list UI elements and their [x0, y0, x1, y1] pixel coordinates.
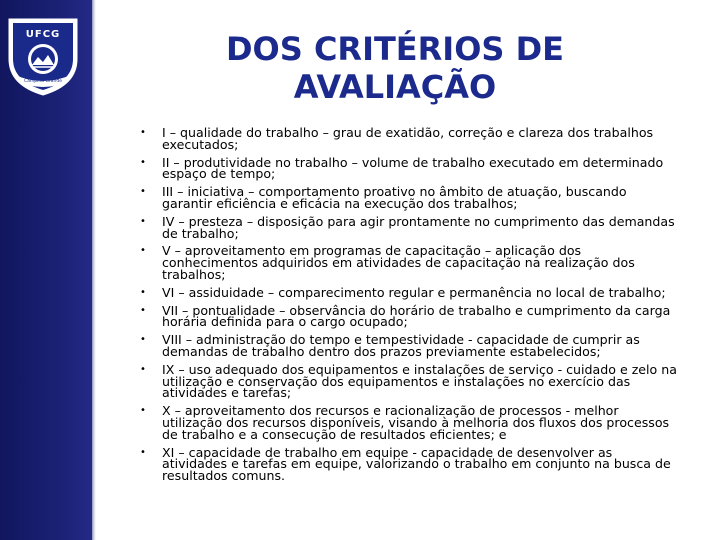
- bullet-icon: •: [140, 304, 146, 316]
- bullet-icon: •: [140, 446, 146, 458]
- criteria-item-text: X – aproveitamento dos recursos e racionalização de processos - melhor utilização dos recursos disponíveis, visando à melhoria dos fluxos dos processos de trabalho e a consecução de resultados eficientes; e: [162, 403, 670, 442]
- bullet-icon: •: [140, 156, 146, 168]
- bullet-icon: •: [140, 405, 146, 417]
- page-title-line-2: AVALIAÇÃO: [293, 68, 497, 106]
- criteria-item-text: I – qualidade do trabalho – grau de exatidão, correção e clareza dos trabalhos executados;: [162, 125, 654, 152]
- sidebar-band: [0, 0, 92, 540]
- criteria-item-text: XI – capacidade de trabalho em equipe - capacidade de desenvolver as atividades e tarefas em equipe, valorizando o trabalho em conjunto na busca de resultados comuns.: [162, 444, 671, 484]
- criteria-item: [140, 245, 680, 280]
- bullet-icon: •: [140, 186, 146, 198]
- logo-band-text: Campina Grande: [23, 79, 63, 84]
- bullet-icon: •: [140, 245, 146, 257]
- criteria-item-text: III – iniciativa – comportamento proativo no âmbito de atuação, buscando garantir eficiência e eficácia na execução dos trabalhos;: [162, 184, 627, 211]
- criteria-item: [140, 186, 680, 210]
- bullet-icon: •: [140, 215, 146, 227]
- criteria-item-text: V – aproveitamento em programas de capacitação – aplicação dos conhecimentos adquiridos em atividades de capacitação na realização dos trabalhos;: [162, 243, 635, 282]
- criteria-item: [140, 284, 680, 300]
- criteria-item: [140, 154, 680, 182]
- criteria-item-text: VI – assiduidade – comparecimento regular e permanência no local de trabalho;: [162, 284, 666, 300]
- sidebar-edge: [92, 0, 96, 540]
- bullet-icon: •: [140, 127, 146, 138]
- logo-top-text: UFCG: [25, 29, 61, 40]
- bullet-icon: •: [140, 363, 146, 375]
- criteria-item-text: II – produtividade no trabalho – volume de trabalho executado em determinado espaço de tempo;: [162, 154, 664, 182]
- bullet-icon: •: [140, 286, 146, 298]
- criteria-item-text: VIII – administração do tempo e tempestividade - capacidade de cumprir as demandas de trabalho dentro dos prazos previamente estabelecidos;: [162, 332, 640, 359]
- bullet-icon: •: [140, 334, 146, 346]
- criteria-item: [140, 302, 680, 330]
- criteria-item: [140, 361, 680, 401]
- criteria-list: [140, 127, 680, 488]
- page-title: [180, 30, 610, 106]
- criteria-item: [140, 444, 680, 484]
- criteria-item: [140, 405, 680, 440]
- page-title-line-1: DOS CRITÉRIOS DE: [225, 30, 565, 68]
- criteria-item-text: VII – pontualidade – observância do horário de trabalho e cumprimento da carga horária definida para o cargo ocupado;: [162, 302, 671, 330]
- criteria-item-text: IX – uso adequado dos equipamentos e instalações de serviço - cuidado e zelo na utilização e conservação dos equipamentos e instalações no exercício das atividades e tarefas;: [162, 361, 677, 401]
- criteria-item: [140, 213, 680, 241]
- university-logo: [5, 15, 81, 97]
- criteria-item: [140, 127, 680, 151]
- criteria-item: [140, 334, 680, 358]
- criteria-item-text: IV – presteza – disposição para agir prontamente no cumprimento das demandas de trabalho;: [162, 213, 675, 241]
